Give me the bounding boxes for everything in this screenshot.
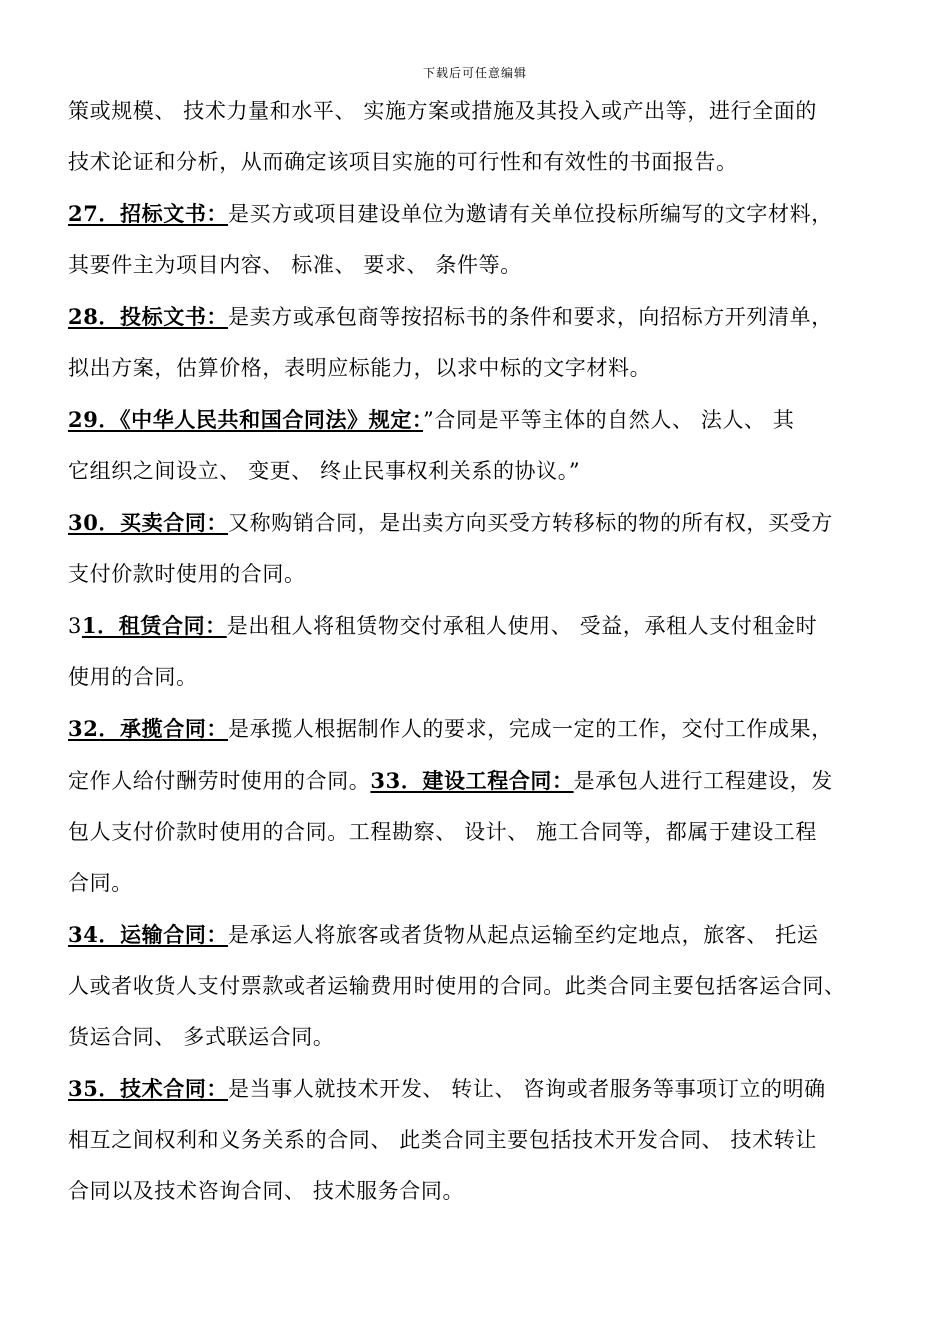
definition-line: 35．技术合同：是当事人就技术开发、 转让、 咨询或者服务等事项订立的明确 [68, 1076, 826, 1101]
term-heading: 30．买卖合同： [68, 510, 229, 535]
text-line: 合同以及技术咨询合同、 技术服务合同。 [68, 1179, 465, 1203]
term-heading: 28．投标文书： [68, 304, 229, 329]
definition-line: 30．买卖合同：又称购销合同，是出卖方向买受方转移标的物的所有权，买受方 [68, 510, 833, 535]
text-line: 拟出方案，估算价格，表明应标能力，以求中标的文字材料。 [68, 356, 652, 380]
term-heading: 35．技术合同： [68, 1076, 229, 1101]
term-heading: 33．建设工程合同： [370, 768, 574, 793]
term-heading: 29．《中华人民共和国合同法》规定： [68, 407, 424, 432]
text-line: 货运合同、 多式联运合同。 [68, 1025, 335, 1049]
term-heading: 32．承揽合同： [68, 716, 229, 741]
text-line: 包人支付价款时使用的合同。工程勘察、 设计、 施工合同等，都属于建设工程 [68, 820, 817, 844]
text-line: 合同。 [68, 871, 133, 895]
term-heading: 1．租赁合同： [81, 613, 227, 638]
term-heading: 34．运输合同： [68, 922, 229, 947]
definition-line: 31．租赁合同：是出租人将租赁物交付承租人使用、 受益，承租人支付租金时 [68, 613, 818, 638]
definition-line: 27．招标文书：是买方或项目建设单位为邀请有关单位投标所编写的文字材料， [68, 201, 833, 226]
definition-line: 34．运输合同：是承运人将旅客或者货物从起点运输至约定地点，旅客、 托运 [68, 922, 819, 947]
definition-line: 32．承揽合同：是承揽人根据制作人的要求，完成一定的工作，交付工作成果， [68, 716, 833, 741]
definition-line: 29．《中华人民共和国合同法》规定：”合同是平等主体的自然人、 法人、 其 [68, 407, 795, 432]
text-line: 支付价款时使用的合同。 [68, 562, 306, 586]
text-line: 使用的合同。 [68, 665, 198, 689]
definition-line: 28．投标文书：是卖方或承包商等按招标书的条件和要求，向招标方开列清单， [68, 304, 833, 329]
page-header: 下载后可任意编辑 [422, 66, 527, 80]
document-body [68, 86, 888, 1217]
definition-line: 定作人给付酬劳时使用的合同。33．建设工程合同：是承包人进行工程建设，发 [68, 768, 833, 793]
text-line: 策或规模、 技术力量和水平、 实施方案或措施及其投入或产出等，进行全面的 [68, 99, 817, 123]
term-heading: 27．招标文书： [68, 201, 229, 226]
text-line: 相互之间权利和义务关系的合同、 此类合同主要包括技术开发合同、 技术转让 [68, 1128, 817, 1152]
text-line: 其要件主为项目内容、 标准、 要求、 条件等。 [68, 253, 522, 277]
text-line: 人或者收货人支付票款或者运输费用时使用的合同。此类合同主要包括客运合同、 [68, 974, 846, 998]
text-line: 技术论证和分析，从而确定该项目实施的可行性和有效性的书面报告。 [68, 150, 738, 174]
text-line: 它组织之间设立、 变更、 终止民事权利关系的协议。” [68, 459, 581, 483]
